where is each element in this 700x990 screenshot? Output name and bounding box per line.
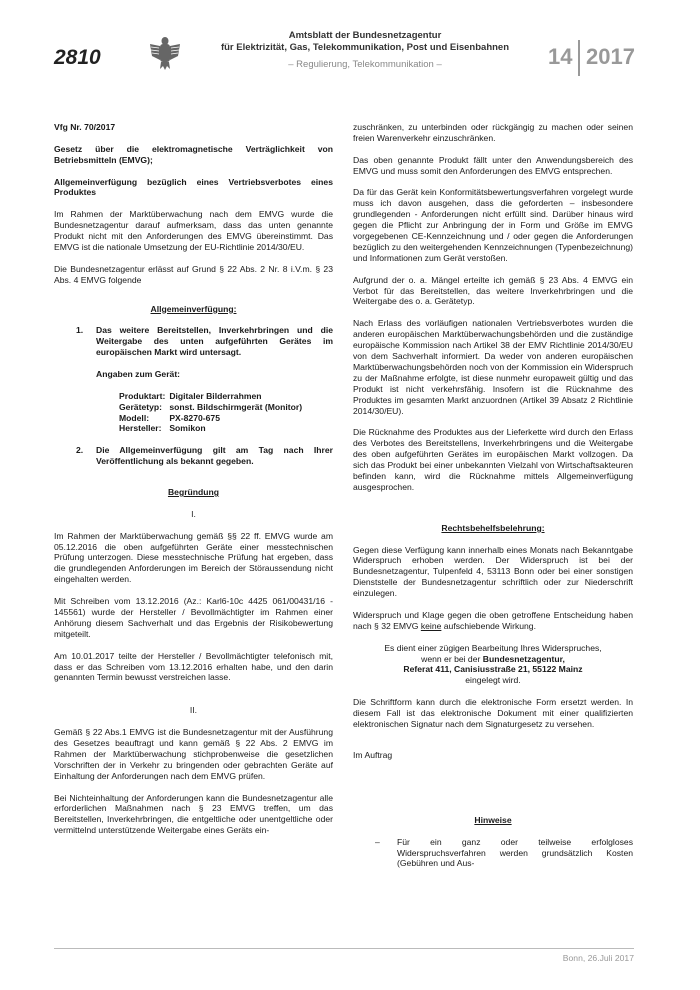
effect-text-b: aufschiebende Wirkung. — [441, 620, 536, 631]
device-value: Somikon — [169, 423, 206, 434]
issue-number: 14 — [548, 44, 573, 69]
reason-paragraph-3: Am 10.01.2017 teilte der Hersteller / Bevollmächtigter telefonisch mit, dass er das Schreiben vom 13.12.2016 erhalten habe, und den darin genannten Termin bewusst verstreichen lasse. — [54, 650, 333, 683]
right-paragraph-3: Da für das Gerät kein Konformitätsbewertungsverfahren vorgelegt wurde muss ich davon ausgehen, dass die geforderten – insbesondere grundlegenden - Anforderungen nicht erfüllt sind. Darüber hinaus wird gegen die Pflicht zur Anbringung der in Form und Größe im EMVG vorgegebenen CE-Kennzeichnung und / oder gegen die Anforderungen bezüglich zu den weitergehenden Kennzeichnungen (Typenbezeichnung) und Informationen zum Gerät verstoßen. — [353, 187, 633, 263]
left-column — [54, 122, 333, 847]
intro-paragraph-1: Im Rahmen der Marktüberwachung nach dem EMVG wurde die Bundesnetzagentur darauf aufmerksam, dass das unten genannte Produkt nicht mit den Anforderungen des EMVG übereinstimmt. Das EMVG ist die nationale Umsetzung der EU-Richtlinie 2014/30/EU. — [54, 209, 333, 252]
rechtsbehelf-heading: Rechtsbehelfsbelehrung: — [441, 522, 545, 533]
reason-paragraph-4: Gemäß § 22 Abs.1 EMVG ist die Bundesnetzagentur mit der Ausführung des Gesetzes beauftragt und kann gemäß § 22 Abs. 2 EMVG im Rahmen der Marktüberwachung stichprobenweise die gesetzlichen Vorschriften der in Verkehr zu bringenden oder gebrachten Geräte auf Einhaltung der Anforderungen nach dem EMVG prüfen. — [54, 727, 333, 781]
footer-divider — [54, 948, 634, 949]
effect-text-a: Widerspruch und Klage gegen die oben getroffene Entscheidung haben nach § 32 EMVG — [353, 609, 633, 631]
section-1-heading: I. — [191, 508, 196, 519]
gazette-title — [190, 30, 540, 54]
device-row — [119, 402, 306, 413]
decree-item-1-text: Das weitere Bereitstellen, Inverkehrbringen und die Weitergabe des unten aufgeführten Gerätes im europäischen Markt wird untersagt. — [96, 325, 333, 358]
right-column — [353, 122, 633, 869]
law-title: Gesetz über die elektromagnetische Verträglichkeit von Betriebsmitteln (EMVG); — [54, 143, 333, 165]
gazette-title-line2: für Elektrizität, Gas, Telekommunikation, Post und Eisenbahnen — [220, 42, 510, 53]
address-block — [353, 643, 633, 687]
decree-item-1-number: 1. — [76, 325, 84, 336]
device-value: PX-8270-675 — [169, 412, 220, 423]
right-paragraph-5: Nach Erlass des vorläufigen nationalen Vertriebsverbotes wurden die anderen europäischen Marktüberwachungsbehörden und die zuständige europäische Kommission nach Artikel 38 der EMV Richtlinie 2014/30/EU von dem Sachverhalt informiert. Da weder von anderen europäischen Marktüberwachungsbehörden noch von der Kommission ein Widerspruch zu der Maßnahme erfolgte, ist diese nunmehr europaweit gültig und das Produkt ist nicht verkehrsfähig. Insofern ist die Rücknahme des Produktes im gesamten Markt anzuordnen (Artikel 39 Absatz 2 Richtlinie 2014/30/EU). — [353, 318, 633, 416]
electronic-form-paragraph: Die Schriftform kann durch die elektronische Form ersetzt werden. In diesem Fall ist das elektronische Dokument mit einer qualifizierten elektronischen Signatur nach dem Signaturgesetz zu versehen. — [353, 697, 633, 729]
address-line-1: Es dient einer zügigen Bearbeitung Ihres Widerspruches, — [384, 642, 602, 653]
device-value: sonst. Bildschirmgerät (Monitor) — [169, 401, 303, 412]
federal-eagle-logo — [148, 32, 182, 72]
appeal-paragraph: Gegen diese Verfügung kann innerhalb eines Monats nach Bekanntgabe Widerspruch erhoben werden. Der Widerspruch ist bei der Bundesnetzagentur, Tulpenfeld 4, 53113 Bonn oder bei einer sonstigen Dienststelle der Bundesnetzagentur schriftlich oder zur Niederschrift einzulegen. — [353, 544, 633, 599]
device-row — [119, 391, 306, 402]
im-auftrag: Im Auftrag — [353, 749, 393, 760]
intro-paragraph-2: Die Bundesnetzagentur erlässt auf Grund § 22 Abs. 2 Nr. 8 i.V.m. § 23 Abs. 4 EMVG folgende — [54, 263, 333, 285]
keine-emphasis: keine — [420, 620, 442, 631]
page-number: 2810 — [54, 46, 101, 69]
reason-paragraph-2: Mit Schreiben vom 13.12.2016 (Az.: Karl6-10c 4425 061/00431/16 - 145561) wurde der Hersteller / Bevollmächtigter im Rahmen einer Anhörung diesem Sachverhalt und das Ergebnis der Risikobewertung mitgeteilt. — [54, 596, 333, 639]
device-label: Produktart: — [119, 390, 166, 401]
address-line-4: eingelegt wird. — [465, 675, 521, 686]
allgemeinverfuegung-heading: Allgemeinverfügung: — [150, 303, 237, 314]
reason-paragraph-5: Bei Nichteinhaltung der Anforderungen kann die Bundesnetzagentur alle erforderlichen Maßnahmen nach § 23 EMVG treffen, um das Bereitstellen, Inverkehrbringen, die entgeltliche oder unentgeltliche oder vermittelnd unterstützende Weitergabe eines Geräts ein- — [54, 792, 333, 836]
device-heading: Angaben zum Gerät: — [96, 368, 181, 379]
hinweis-dash: – — [375, 836, 380, 847]
decree-item-2-text: Die Allgemeinverfügung gilt am Tag nach Ihrer Veröffentlichung als bekannt gegeben. — [96, 445, 333, 467]
right-paragraph-6: Die Rücknahme des Produktes aus der Lieferkette wird durch den Erlass des Verbotes des Bereitstellens, Inverkehrbringens und die Weitergabe des oben aufgeführten Gerätes im europäischen Markt vollzogen. Da sich das Produkt bei einer unbekannten Vielzahl von Wirtschaftsakteuren befinden kann, wird die Rücknahme mittels Allgemeinverfügung ausgesprochen. — [353, 427, 633, 492]
effect-paragraph — [353, 610, 633, 632]
decree-title: Allgemeinverfügung bezüglich eines Vertriebsverbotes eines Produktes — [54, 176, 333, 198]
decree-item-2 — [54, 445, 333, 467]
device-label: Hersteller: — [119, 423, 162, 434]
reason-paragraph-1: Im Rahmen der Marktüberwachung gemäß §§ 22 ff. EMVG wurde am 05.12.2016 die oben aufgeführten Geräte einer messtechnischen Prüfung unterzogen. Diese messtechnische Prüfung hat ergeben, dass die grundlegenden Anforderungen im Bereich der Störaussendung nicht eingehalten werden. — [54, 530, 333, 585]
device-row — [119, 413, 306, 424]
decree-item-1 — [54, 325, 333, 358]
right-paragraph-2: Das oben genannte Produkt fällt unter den Anwendungsbereich des EMVG und muss somit den Anforderungen des EMVG entsprechen. — [353, 154, 633, 176]
device-row — [119, 423, 306, 434]
address-line-3: Referat 411, Canisiusstraße 21, 55122 Mainz — [403, 664, 583, 675]
hinweis-item — [353, 837, 633, 870]
hinweise-heading: Hinweise — [474, 814, 512, 825]
gazette-title-line1: Amtsblatt der Bundesnetzagentur — [288, 30, 442, 41]
hinweis-text: Für ein ganz oder teilweise erfolgloses Widerspruchsverfahren werden grundsätzlich Kosten (Gebühren und Aus- — [397, 836, 633, 869]
footer-place-date: Bonn, 26.Juli 2017 — [562, 953, 634, 963]
issue-divider — [578, 40, 580, 76]
issue-year: 2017 — [586, 44, 635, 69]
device-table — [119, 391, 306, 435]
device-label: Gerätetyp: — [119, 401, 162, 412]
section-2-heading: II. — [189, 705, 198, 716]
address-line-2b: Bundesnetzagentur, — [482, 653, 565, 664]
vfg-number: Vfg Nr. 70/2017 — [54, 122, 116, 132]
device-value: Digitaler Bilderrahmen — [169, 390, 262, 401]
right-paragraph-1: zuschränken, zu unterbinden oder rückgängig zu machen oder seinen freien Warenverkehr einzuschränken. — [353, 122, 633, 143]
decree-item-2-number: 2. — [76, 445, 84, 456]
right-paragraph-4: Aufgrund der o. a. Mängel erteilte ich gemäß § 23 Abs. 4 EMVG ein Verbot für das Bereitstellen, das weitere Inverkehrbringen und die Weitergabe des o. a. Gerätetyp. — [353, 274, 633, 307]
begruendung-heading: Begründung — [167, 487, 220, 498]
gazette-subtitle: – Regulierung, Telekommunikation – — [288, 59, 442, 70]
device-label: Modell: — [119, 412, 150, 423]
address-line-2a: wenn er bei der — [421, 653, 483, 664]
